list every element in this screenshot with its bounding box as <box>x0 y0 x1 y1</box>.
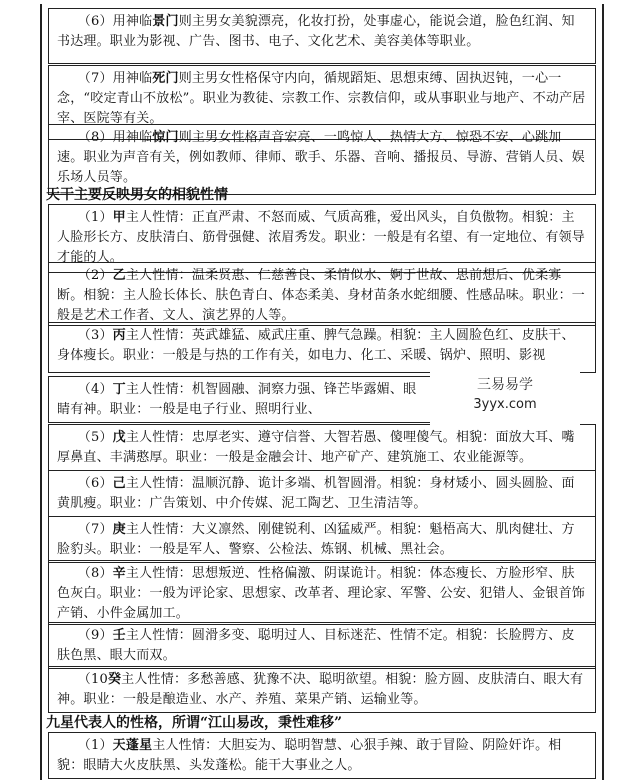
tiangan-item-yi <box>48 262 596 326</box>
item-text: 则主男女美貌漂亮，化妆打扮，处事虚心，能说会道，脸色红润、知书达理。职业为影视、广告、图书、电子、文化艺术、美容美体等职业。 <box>57 14 575 49</box>
tiangan-item-ren <box>48 622 596 669</box>
item-text: 主人性情：忠厚老实、遵守信誉、大智若愚、傻哩傻气。相貌：面放大耳、嘴厚鼻直、丰满憨厚。职业：一般是金融会计、地产矿产、建筑施工、农业能源等。 <box>57 430 575 465</box>
item-prefix: （7） <box>77 522 113 537</box>
item-prefix: （2） <box>77 268 113 283</box>
item-prefix: （6） <box>77 476 113 491</box>
section-heading-jiuxing: 九星代表人的性格，所谓“江山易改，秉性难移” <box>46 715 343 731</box>
tiangan-item-gui <box>48 666 596 713</box>
item-text: 主人性情：英武雄猛、威武庄重、脾气急躁。相貌：主人圆脸色红、皮肤干、身体瘦长。职业：一般是与热的工作有关，如电力、化工、采暖、锅炉、照明、影视 <box>57 328 575 363</box>
item-text: 主人性情：正直严肃、不怒而威、气质高雅，爱出风头，自负傲物。相貌：主人脸形长方、皮肤清白、筋骨强健、浓眉秀发。职业：一般是有名望、有一定地位、有领导才能的人。 <box>57 210 586 265</box>
item-text: 主人性情：大胆妄为、聪明智慧、心狠手辣、敢于冒险、阴险奸诈。相貌：眼睛大火皮肤黑、头发蓬松。能干大事业之人。 <box>57 738 562 773</box>
item-prefix: （9） <box>77 628 113 643</box>
item-text: 主人性情：机智圆融、洞察力强、锋芒毕露媚、眼睛有神。职业：一般是电子行业、照明行业、 <box>57 382 417 417</box>
item-prefix: （1） <box>77 210 113 225</box>
item-prefix: （8）用神临 <box>77 130 153 145</box>
watermark-title: 三易易学 <box>477 377 533 393</box>
item-keyword: 戊 <box>112 430 126 445</box>
tiangan-item-geng <box>48 516 596 563</box>
jiuxing-item-tianpeng <box>48 732 596 779</box>
item-text: 主人性情：温柔贤惠、仁慈善良、柔情似水、婀于世故、思前想后、优柔寡断。相貌：主人脸长体长、肤色青白、体态柔美、身材苗条水蛇细腰、性感品味。职业：一般是艺术工作者、文人、演艺界的人等。 <box>57 268 586 323</box>
document-page <box>40 4 604 780</box>
item-prefix: （7）用神临 <box>77 71 153 86</box>
item-text: 则主男女性格声音宏亮、一鸣惊人、热情大方、惊恐不安、心跳加速。职业为声音有关，例如教师、律师、歌手、乐器、音响、播报员、导游、营销人员、娱乐场人员等。 <box>57 130 586 185</box>
item-keyword: 丁 <box>112 382 126 397</box>
section-heading-tiangan: 天干主要反映男女的相貌性情 <box>46 187 228 203</box>
item-prefix: （3） <box>77 328 113 343</box>
item-keyword: 庚 <box>112 522 126 537</box>
item-prefix: （1） <box>77 738 113 753</box>
item-text: 主人性情：圆滑多变、聪明过人、目标迷茫、性情不定。相貌：长脸腭方、皮肤色黑、眼大而双。 <box>57 628 575 663</box>
item-keyword: 乙 <box>112 268 126 283</box>
tiangan-item-wu <box>48 424 596 471</box>
item-keyword: 甲 <box>112 210 126 225</box>
item-keyword: 景门 <box>152 14 179 29</box>
item-prefix: （5） <box>77 430 113 445</box>
item-prefix: （10 <box>77 672 108 687</box>
item-prefix: （6）用神临 <box>77 14 153 29</box>
item-text: 主人性情：思想叛逆、性格偏激、阴谋诡计。相貌：体态瘦长、方脸形窄、肤色灰白。职业：一般为评论家、思想家、改革者、理论家、军警、公安、犯错人、金银首饰产销、小件金属加工。 <box>57 566 586 621</box>
item-keyword: 惊门 <box>152 130 179 145</box>
watermark <box>430 370 580 426</box>
tiangan-item-ding <box>48 376 432 423</box>
item-keyword: 死门 <box>152 71 179 86</box>
item-keyword: 己 <box>112 476 126 491</box>
item-text: 则主男女性格保守内向，循规蹈矩、思想束缚、固执迟钝，一心一念，“咬定青山不放松”。职业为教徒、宗教工作、宗教信仰，或从事职业与地产、不动产居宰、医院等有关。 <box>57 71 586 126</box>
tiangan-item-ji <box>48 470 596 517</box>
item-text: 主人性情：大义凛然、刚健锐利、凶猛威严。相貌：魁梧高大、肌肉健壮、方脸豹头。职业：一般是军人、警察、公检法、炼钢、机械、黑社会。 <box>57 522 575 557</box>
item-keyword: 癸 <box>107 672 122 687</box>
item-keyword: 壬 <box>112 628 126 643</box>
tiangan-item-bing <box>48 322 596 373</box>
item-text: 主人性情：多愁善感、犹豫不决、聪明欲望。相貌：脸方圆、皮肤清白、眼大有神。职业：一般是酿造业、水产、养殖、菜果产销、运输业等。 <box>57 672 584 707</box>
item-keyword: 天蓬星 <box>112 738 153 753</box>
item-prefix: （4） <box>77 382 113 397</box>
watermark-url: 3yyx.com <box>473 397 537 412</box>
item-keyword: 丙 <box>112 328 126 343</box>
item-prefix: （8） <box>77 566 113 581</box>
bamen-item-6 <box>48 8 596 64</box>
bamen-item-8 <box>48 124 596 195</box>
item-text: 主人性情：温顺沉静、诡计多端、机智圆滑。相貌：身材矮小、圆头圆脸、面黄肌瘦。职业：广告策划、中介传媒、泥工陶艺、卫生清洁等。 <box>57 476 575 511</box>
item-keyword: 辛 <box>112 566 126 581</box>
tiangan-item-xin <box>48 560 596 625</box>
